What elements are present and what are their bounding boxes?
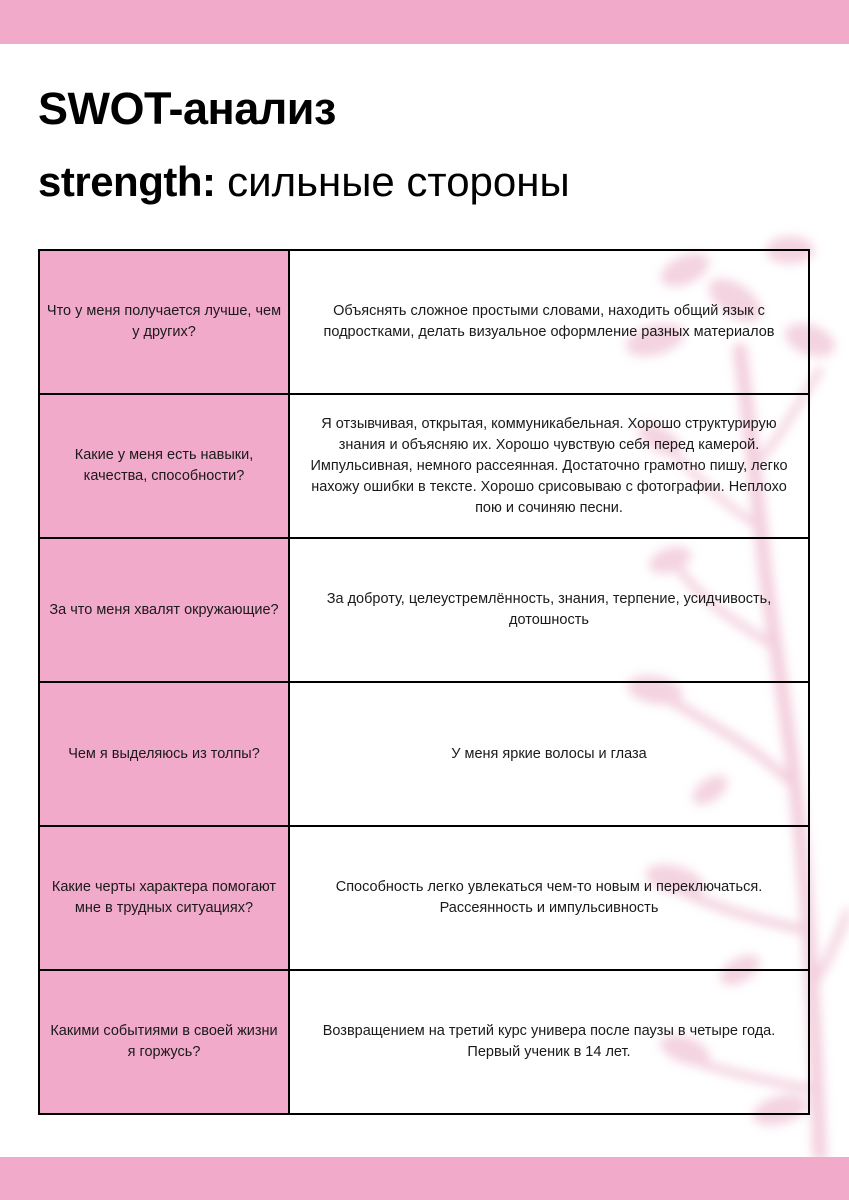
question-cell: Какие черты характера помогают мне в трудных ситуациях?: [39, 826, 289, 970]
page-subtitle: [38, 158, 570, 206]
question-cell: Какими событиями в своей жизни я горжусь?: [39, 970, 289, 1114]
question-cell: За что меня хвалят окружающие?: [39, 538, 289, 682]
table-row: [39, 826, 809, 970]
table-row: [39, 682, 809, 826]
answer-cell: За доброту, целеустремлённость, знания, терпение, усидчивость, дотошность: [289, 538, 809, 682]
table-row: [39, 970, 809, 1114]
answer-cell: Способность легко увлекаться чем-то новым и переключаться. Рассеянность и импульсивность: [289, 826, 809, 970]
table-row: [39, 250, 809, 394]
question-cell: Чем я выделяюсь из толпы?: [39, 682, 289, 826]
table-row: [39, 538, 809, 682]
question-cell: Что у меня получается лучше, чем у других?: [39, 250, 289, 394]
answer-cell: Я отзывчивая, открытая, коммуникабельная. Хорошо структурирую знания и объясняю их. Хорошо чувствую себя перед камерой. Импульсивная, немного рассеянная. Достаточно грамотно пишу, легко нахожу ошибки в тексте. Хорошо срисовываю с фотографии. Неплохо пою и сочиняю песни.: [289, 394, 809, 538]
top-band: [0, 0, 849, 44]
subtitle-strong: strength:: [38, 158, 216, 205]
answer-cell: У меня яркие волосы и глаза: [289, 682, 809, 826]
page-title: SWOT-анализ: [38, 83, 336, 134]
table-row: [39, 394, 809, 538]
swot-strength-table: [38, 249, 810, 1115]
question-cell: Какие у меня есть навыки, качества, способности?: [39, 394, 289, 538]
subtitle-light: сильные стороны: [227, 158, 570, 205]
answer-cell: Объяснять сложное простыми словами, находить общий язык с подростками, делать визуальное оформление разных материалов: [289, 250, 809, 394]
answer-cell: Возвращением на третий курс универа после паузы в четыре года. Первый ученик в 14 лет.: [289, 970, 809, 1114]
bottom-band: [0, 1157, 849, 1200]
